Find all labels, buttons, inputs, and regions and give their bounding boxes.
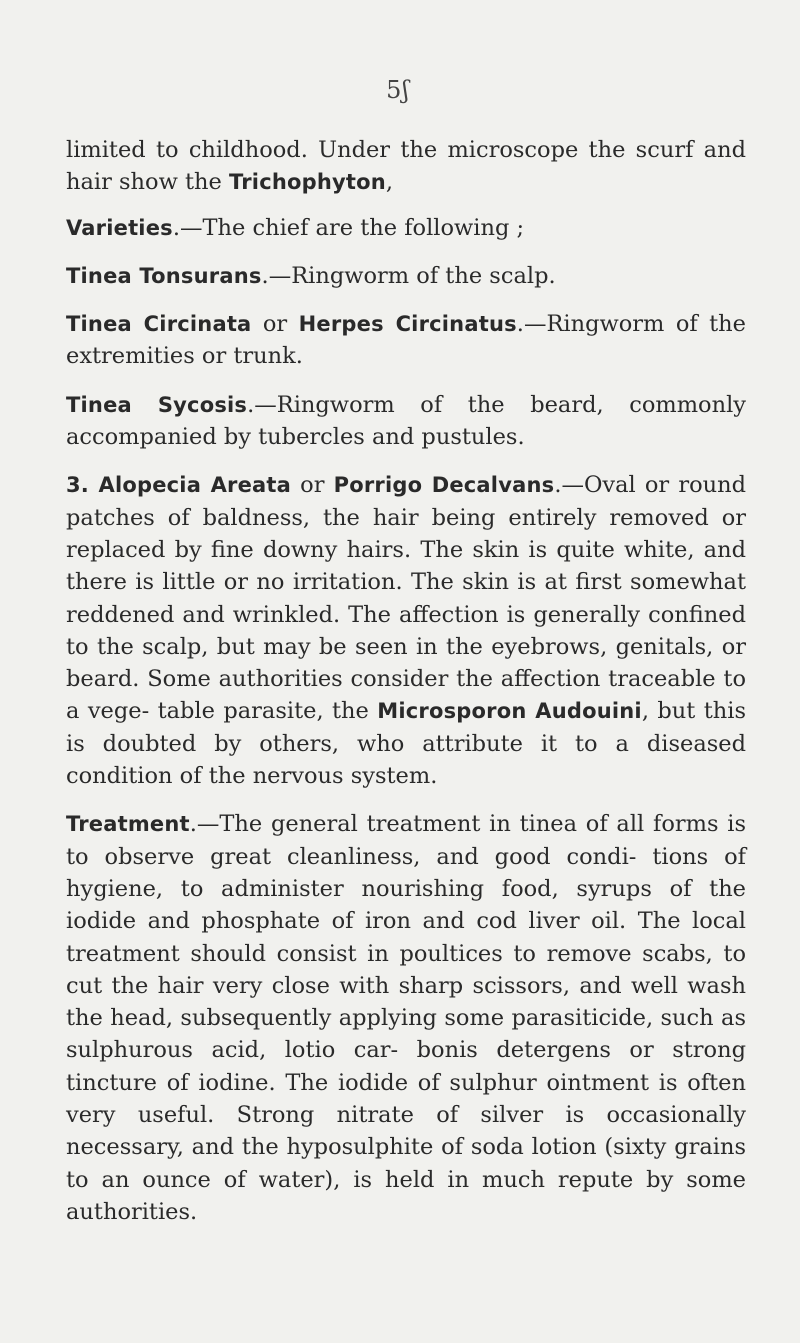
text-run: .—The chief are the following ;: [172, 214, 525, 241]
paragraph-trichophyton: [66, 134, 746, 199]
term-trichophyton: Trichophyton: [229, 170, 386, 195]
term-tinea-tonsurans: Tinea Tonsurans: [66, 263, 262, 288]
paragraph-tinea-tonsurans: [66, 260, 746, 292]
page-number: 5ʃ: [386, 76, 410, 104]
text-run: or: [251, 311, 299, 338]
heading-varieties: Varieties: [66, 215, 173, 240]
term-tinea-circinata: Tinea Circinata: [66, 312, 252, 337]
paragraph-varieties: [66, 212, 746, 244]
page-body: [66, 134, 746, 1244]
text-run: .—The general treatment in tinea of all forms is to observe great cleanliness, and good condi- tions of hygiene, to administer nourishing food, syrups of the iodide and phosphate of iron and cod liver oil. The local treatment should consist in poultices to remove scabs, to cut the hair very close with sharp scissors, and well wash the head, subsequently applying some parasiticide, such as sulphurous acid, lotio car- bonis detergens or strong tincture of iodine. The iodide of sulphur ointment is often very useful. Strong nitrate of silver is occasionally necessary, and the hyposulphite of soda lotion (sixty grains to an ounce of water), is held in much repute by some authorities.: [66, 811, 746, 1225]
text-run: limited to childhood. Under the microscope the scurf and hair show the: [66, 137, 746, 196]
term-microsporon-audouini: Microsporon Audouini: [377, 699, 642, 724]
term-herpes-circinatus: Herpes Circinatus: [298, 312, 517, 337]
text-run: .—Ringworm of the extremities or trunk.: [66, 311, 746, 370]
paragraph-tinea-sycosis: [66, 389, 746, 454]
heading-treatment: Treatment: [66, 812, 190, 837]
text-run: ,: [385, 169, 394, 196]
term-tinea-sycosis: Tinea Sycosis: [66, 392, 248, 417]
paragraph-tinea-circinata: [66, 308, 746, 373]
text-run: or: [291, 472, 334, 499]
text-run: .—Oval or round patches of baldness, the hair being entirely removed or replaced by fine downy hairs. The skin is quite white, and there is little or no irritation. The skin is at first somewhat reddened and wrinkled. The affection is generally confined to the scalp, but may be seen in the eyebrows, genitals, or beard. Some authorities consider the affection traceable to a vege- table parasite, the: [66, 472, 747, 725]
term-porrigo-decalvans: Porrigo Decalvans: [333, 473, 555, 498]
term-alopecia-areata: 3. Alopecia Areata: [66, 473, 292, 498]
paragraph-treatment: [66, 808, 746, 1228]
text-run: .—Ringworm of the scalp.: [261, 262, 556, 289]
text-run: .—Ringworm of the beard, commonly accompanied by tubercles and pustules.: [66, 391, 746, 451]
paragraph-alopecia-areata: [66, 469, 746, 792]
text-run: , but this is doubted by others, who attribute it to a diseased condition of the nervous system.: [66, 698, 746, 790]
